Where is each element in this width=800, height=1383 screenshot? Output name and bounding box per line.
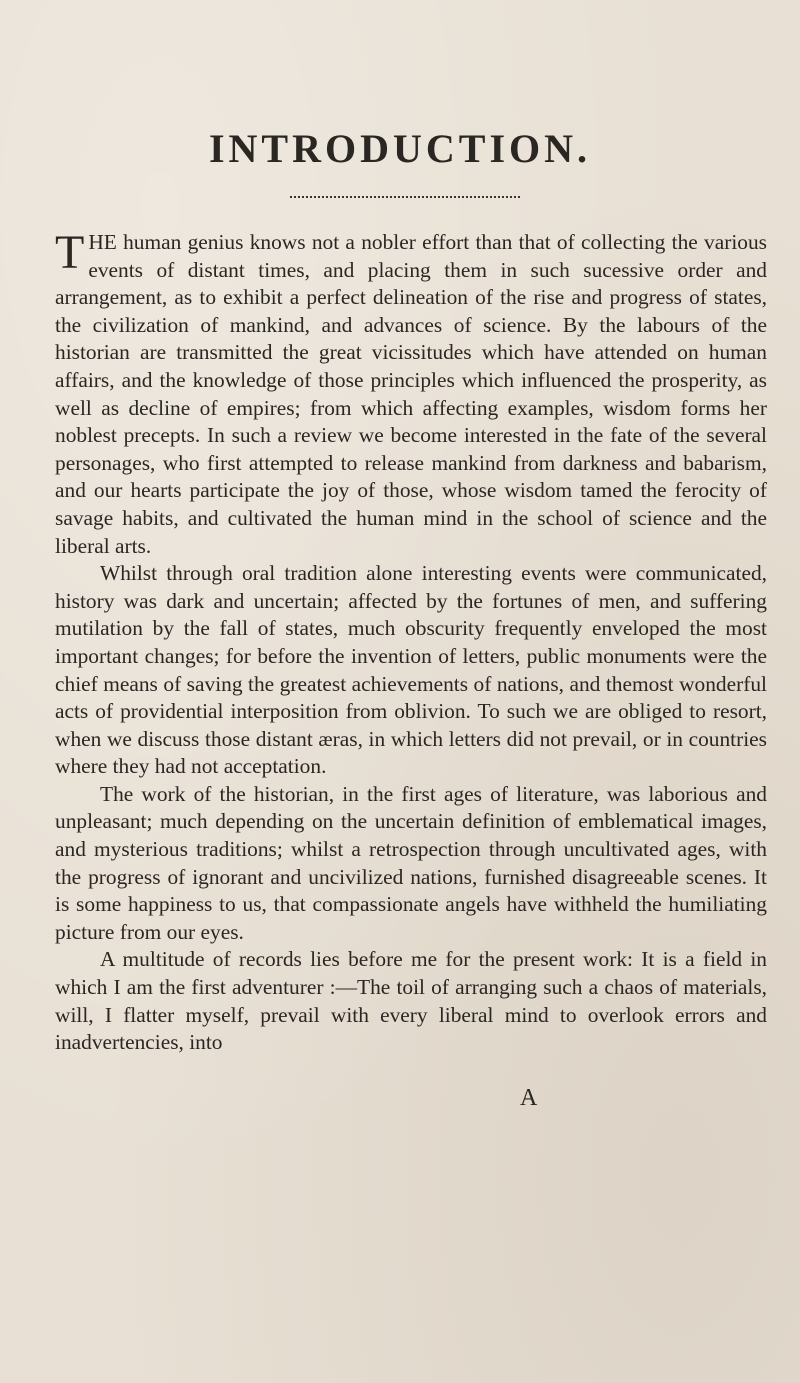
paragraph-4: A multitude of records lies before me for the present work: It is a field in which I am the first adventurer :—The toil of arranging such a chaos of materials, will, I flatter myself, prevail with every liberal mind to overlook errors and inadvertencies, into — [55, 947, 767, 1055]
paragraph-2: Whilst through oral tradition alone interesting events were communicated, history was dark and uncertain; affected by the fortunes of men, and suffering mutilation by the fall of states, much obscurity frequently enveloped the most important changes; for before the invention of letters, public monuments were the chief means of saving the greatest achievements of nations, and themost wonderful acts of providential interposition from oblivion. To such we are obliged to resort, when we discuss those distant æras, in which letters did not prevail, or in countries where they had not acceptation. — [55, 561, 767, 779]
paragraph-1-text: HE human genius knows not a nobler effort than that of collecting the various events of distant times, and placing them in such sucessive order and arrangement, as to exhibit a perfect delineation of the rise and progress of states, the civilization of mankind, and advances of science. By the labours of the historian are transmitted the great vicissitudes which have attended on human affairs, and the knowledge of those principles which influenced the prosperity, as well as decline of empires; from which affecting examples, wisdom forms her noblest precepts. In such a review we become interested in the fate of the several personages, who first attempted to release mankind from darkness and babarism, and our hearts participate the joy of those, whose wisdom tamed the ferocity of savage habits, and cultivated the human mind in the school of science and the liberal arts. — [55, 230, 767, 558]
page-title: INTRODUCTION. — [208, 126, 592, 171]
signature-mark: A — [520, 1085, 538, 1111]
paragraph-1 — [55, 226, 767, 560]
ornamental-rule — [290, 196, 520, 198]
drop-cap: T — [55, 226, 85, 279]
paragraph-3: The work of the historian, in the first ages of literature, was laborious and unpleasant; much depending on the uncertain definition of emblematical images, and mysterious traditions; whilst a retrospection through uncultivated ages, with the progress of ignorant and uncivilized nations, furnished disagreeable scenes. It is some happiness to us, that compassionate angels have withheld the humiliating picture from our eyes. — [55, 781, 767, 944]
body-text — [55, 226, 767, 1057]
